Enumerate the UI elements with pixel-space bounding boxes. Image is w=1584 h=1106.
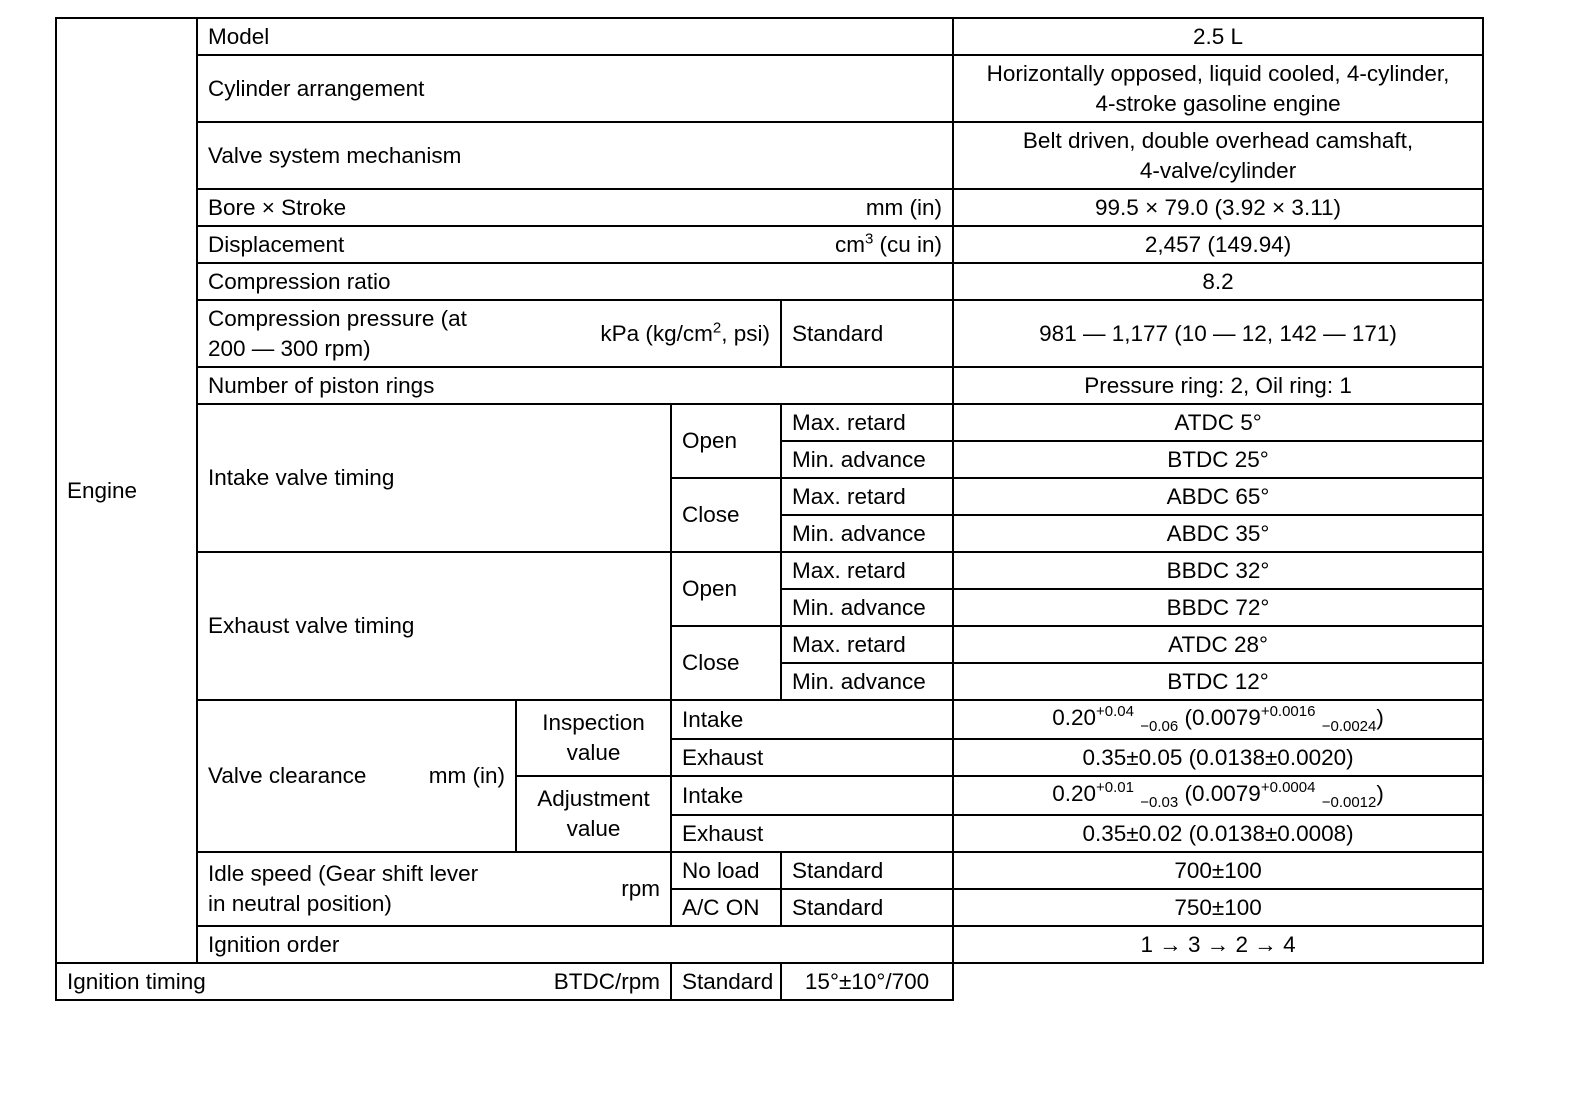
ignition-order-value: 1 → 3 → 2 → 4	[953, 926, 1483, 963]
displacement-value: 2,457 (149.94)	[953, 226, 1483, 263]
cylinder-value	[953, 55, 1483, 122]
intake-open-advance-cond: Min. advance	[781, 441, 953, 478]
idle-speed-cell	[197, 852, 671, 926]
ignition-timing-value: 15°±10°/700	[781, 963, 953, 1000]
displacement-cell	[197, 226, 953, 263]
section-label: Engine	[56, 18, 197, 963]
row-clearance-inspection-intake	[56, 700, 1483, 739]
compression-ratio-value: 8.2	[953, 263, 1483, 300]
idle-ac-on-value: 750±100	[953, 889, 1483, 926]
row-ignition-order	[56, 926, 1483, 963]
adjustment-intake-value: $0.20^{+0.01}$ $_{-0.03}$ ($0.0079^{+0.0004}$ $_{-0.0012}$)	[953, 776, 1483, 815]
idle-no-load-label: No load	[671, 852, 781, 889]
row-piston-rings	[56, 367, 1483, 404]
inspection-exhaust-label: Exhaust	[671, 739, 953, 776]
row-intake-open-retard	[56, 404, 1483, 441]
idle-speed-unit: rpm	[621, 876, 660, 901]
bore-unit: mm (in)	[865, 194, 943, 220]
idle-no-load-value: 700±100	[953, 852, 1483, 889]
row-compression-ratio	[56, 263, 1483, 300]
adjustment-value-label: Adjustment value	[516, 776, 671, 852]
compression-pressure-value: 981 — 1,177 (10 — 12, 142 — 171)	[953, 300, 1483, 367]
ignition-timing-cond: Standard	[671, 963, 781, 1000]
adjustment-intake-label: Intake	[671, 776, 953, 815]
idle-no-load-cond: Standard	[781, 852, 953, 889]
intake-open-retard-value: ATDC 5°	[953, 404, 1483, 441]
adjustment-exhaust-value: 0.35±0.02 (0.0138±0.0008)	[953, 815, 1483, 852]
exhaust-close-retard-cond: Max. retard	[781, 626, 953, 663]
idle-speed-label: Idle speed (Gear shift lever in neutral position)	[208, 861, 479, 916]
intake-timing-label: Intake valve timing	[197, 404, 671, 552]
displacement-unit: $cm^3$ (cu in)	[834, 230, 943, 257]
adjustment-exhaust-label: Exhaust	[671, 815, 953, 852]
cylinder-label: Cylinder arrangement	[197, 55, 953, 122]
row-model	[56, 18, 1483, 55]
model-label: Model	[197, 18, 953, 55]
inspection-intake-value: $0.20^{+0.04}$ $_{-0.06}$ ($0.0079^{+0.0016}$ $_{-0.0024}$)	[953, 700, 1483, 739]
cylinder-value-line2: 4-stroke gasoline engine	[1095, 90, 1341, 116]
exhaust-open-retard-value: BBDC 32°	[953, 552, 1483, 589]
bore-value: 99.5 × 79.0 (3.92 × 3.11)	[953, 189, 1483, 226]
compression-pressure-condition: Standard	[781, 300, 953, 367]
bore-label: Bore × Stroke	[208, 194, 347, 220]
valve-clearance-unit: mm (in)	[428, 763, 505, 788]
row-compression-pressure	[56, 300, 1483, 367]
exhaust-close-advance-cond: Min. advance	[781, 663, 953, 700]
inspection-value-label: Inspection value	[516, 700, 671, 776]
intake-close-retard-cond: Max. retard	[781, 478, 953, 515]
row-idle-no-load	[56, 852, 1483, 889]
ignition-timing-cell	[56, 963, 671, 1000]
row-displacement	[56, 226, 1483, 263]
intake-close-retard-value: ABDC 65°	[953, 478, 1483, 515]
compression-pressure-unit: kPa ($kg/cm^2$, psi)	[600, 319, 770, 346]
compression-pressure-cell	[197, 300, 781, 367]
piston-rings-value: Pressure ring: 2, Oil ring: 1	[953, 367, 1483, 404]
exhaust-close-retard-value: ATDC 28°	[953, 626, 1483, 663]
exhaust-open-advance-value: BBDC 72°	[953, 589, 1483, 626]
piston-rings-label: Number of piston rings	[197, 367, 953, 404]
engine-spec-table	[55, 17, 1484, 1001]
valve-clearance-cell	[197, 700, 516, 852]
valve-system-value-line2: 4-valve/cylinder	[1139, 157, 1297, 183]
ignition-timing-unit: BTDC/rpm	[553, 968, 660, 994]
intake-close-advance-value: ABDC 35°	[953, 515, 1483, 552]
row-bore	[56, 189, 1483, 226]
exhaust-close-label: Close	[671, 626, 781, 700]
compression-pressure-label: Compression pressure (at 200 — 300 rpm)	[208, 305, 467, 361]
idle-ac-on-label: A/C ON	[671, 889, 781, 926]
ignition-order-label: Ignition order	[197, 926, 953, 963]
exhaust-timing-label: Exhaust valve timing	[197, 552, 671, 700]
intake-open-advance-value: BTDC 25°	[953, 441, 1483, 478]
exhaust-open-retard-cond: Max. retard	[781, 552, 953, 589]
valve-system-value-line1: Belt driven, double overhead camshaft,	[1022, 127, 1414, 153]
exhaust-close-advance-value: BTDC 12°	[953, 663, 1483, 700]
inspection-intake-label: Intake	[671, 700, 953, 739]
valve-system-value	[953, 122, 1483, 189]
displacement-label: Displacement	[208, 231, 345, 257]
model-value: 2.5 L	[953, 18, 1483, 55]
ignition-timing-label: Ignition timing	[67, 968, 206, 994]
row-cylinder	[56, 55, 1483, 122]
cylinder-value-line1: Horizontally opposed, liquid cooled, 4-cylinder,	[986, 60, 1450, 86]
bore-cell	[197, 189, 953, 226]
valve-clearance-label: Valve clearance	[208, 763, 367, 788]
intake-close-advance-cond: Min. advance	[781, 515, 953, 552]
intake-close-label: Close	[671, 478, 781, 552]
exhaust-open-advance-cond: Min. advance	[781, 589, 953, 626]
row-valve-system	[56, 122, 1483, 189]
intake-open-retard-cond: Max. retard	[781, 404, 953, 441]
compression-ratio-label: Compression ratio	[197, 263, 953, 300]
idle-ac-on-cond: Standard	[781, 889, 953, 926]
intake-open-label: Open	[671, 404, 781, 478]
exhaust-open-label: Open	[671, 552, 781, 626]
valve-system-label: Valve system mechanism	[197, 122, 953, 189]
row-exhaust-open-retard	[56, 552, 1483, 589]
inspection-exhaust-value: 0.35±0.05 (0.0138±0.0020)	[953, 739, 1483, 776]
row-ignition-timing	[56, 963, 1483, 1000]
